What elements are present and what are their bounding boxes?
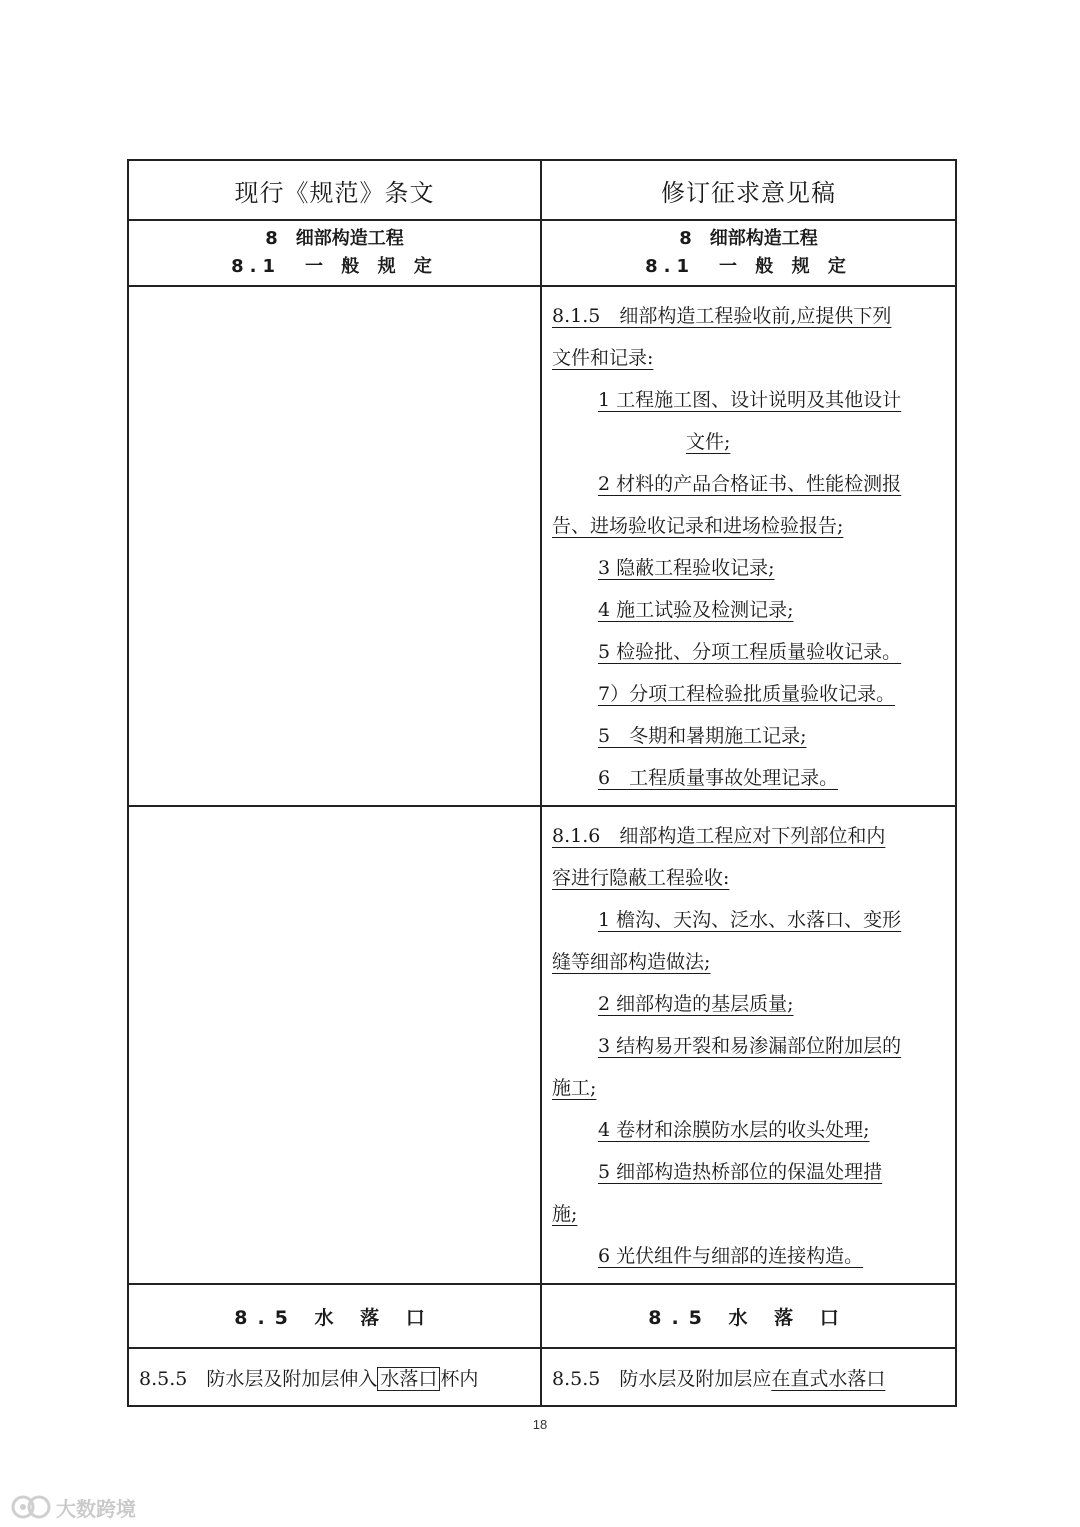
chapter-title-right: 8 细部构造工程 [679, 228, 818, 249]
clause-815-row [128, 286, 956, 806]
watermark [10, 1492, 136, 1522]
clause-item: 5 细部构造热桥部位的保温处理措 [598, 1161, 883, 1183]
chapter-left [128, 220, 541, 286]
clause-text-line: 8.1.6 细部构造工程应对下列部位和内 [552, 825, 886, 847]
clause-item-cont: 文件; [686, 431, 731, 453]
clause-816-row [128, 806, 956, 1284]
section-85-right: 8.5 水 落 口 [541, 1284, 956, 1348]
chapter-right [541, 220, 956, 286]
section-85-left: 8.5 水 落 口 [128, 1284, 541, 1348]
underlined-term: 在直式水落口 [771, 1367, 886, 1390]
logo-icon [10, 1494, 52, 1520]
clause-855-right-prefix: 8.5.5 防水层及附加层应 [552, 1367, 772, 1390]
header-revision-draft: 修订征求意见稿 [541, 160, 956, 220]
clause-item-cont: 施; [552, 1203, 578, 1225]
chapter-row [128, 220, 956, 286]
clause-text-line: 文件和记录: [552, 347, 654, 369]
chapter-title-left: 8 细部构造工程 [265, 228, 404, 249]
header-current-spec: 现行《规范》条文 [128, 160, 541, 220]
clause-text-line: 8.1.5 细部构造工程验收前,应提供下列 [552, 305, 892, 327]
clause-item: 3 隐蔽工程验收记录; [598, 557, 775, 579]
clause-816-current-empty [128, 806, 541, 1284]
clause-item: 4 施工试验及检测记录; [598, 599, 794, 621]
clause-item: 3 结构易开裂和易渗漏部位附加层的 [598, 1035, 902, 1057]
clause-item: 1 檐沟、天沟、泛水、水落口、变形 [598, 909, 902, 931]
clause-item-cont: 施工; [552, 1077, 597, 1099]
clause-855-left-suffix: 杯内 [440, 1367, 479, 1390]
clause-815-current-empty [128, 286, 541, 806]
clause-text-line: 容进行隐蔽工程验收: [552, 867, 730, 889]
section-85-row [128, 1284, 956, 1348]
clause-855-row [128, 1348, 956, 1406]
section-title-left: 8.1 一 般 规 定 [231, 256, 438, 277]
clause-item: 5 检验批、分项工程质量验收记录。 [598, 641, 902, 663]
comparison-table [127, 159, 957, 1407]
clause-item: 4 卷材和涂膜防水层的收头处理; [598, 1119, 870, 1141]
clause-855-draft [541, 1348, 956, 1406]
clause-item: 7）分项工程检验批质量验收记录。 [598, 683, 896, 705]
clause-item-cont: 告、进场验收记录和进场检验报告; [552, 515, 844, 537]
clause-855-left-prefix: 8.5.5 防水层及附加层伸入 [139, 1367, 378, 1390]
clause-item: 6 光伏组件与细部的连接构造。 [598, 1245, 864, 1267]
clause-item: 2 细部构造的基层质量; [598, 993, 794, 1015]
clause-item-cont: 缝等细部构造做法; [552, 951, 711, 973]
clause-item: 2 材料的产品合格证书、性能检测报 [598, 473, 902, 495]
clause-816-draft [541, 806, 956, 1284]
watermark-text: 大数跨境 [56, 1496, 136, 1521]
page-number: 18 [532, 1417, 548, 1432]
clause-855-current [128, 1348, 541, 1406]
section-title-right: 8.1 一 般 规 定 [645, 256, 852, 277]
table-header-row [128, 160, 956, 220]
boxed-term: 水落口 [377, 1367, 440, 1391]
clause-815-draft [541, 286, 956, 806]
clause-item: 1 工程施工图、设计说明及其他设计 [598, 389, 902, 411]
clause-item: 6 工程质量事故处理记录。 [598, 767, 839, 789]
clause-item: 5 冬期和暑期施工记录; [598, 725, 807, 747]
